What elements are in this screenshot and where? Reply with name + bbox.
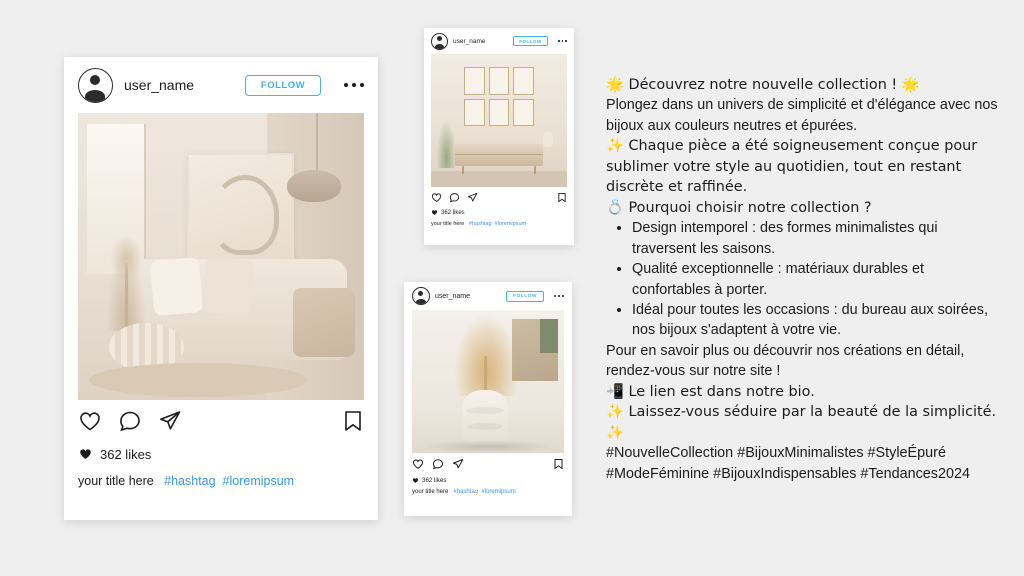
- post-caption: [64, 466, 378, 488]
- comment-icon[interactable]: [118, 409, 142, 433]
- post-image: [412, 310, 564, 453]
- like-icon[interactable]: [431, 192, 442, 203]
- copy-bullet-list: [606, 218, 998, 341]
- follow-button[interactable]: FOLLOW: [513, 36, 548, 46]
- comment-icon[interactable]: [432, 458, 444, 470]
- caption-hashtag-1[interactable]: #hashtag: [453, 489, 479, 495]
- post-actions: [424, 187, 574, 207]
- bookmark-icon[interactable]: [342, 409, 364, 433]
- caption-hashtag-1[interactable]: #hashtag: [164, 474, 216, 488]
- caption-title: your title here: [78, 474, 154, 488]
- copy-intro: Plongez dans un univers de simplicité et d'élégance avec nos bijoux aux couleurs neutres et épurées.: [606, 97, 998, 134]
- likes-count: 362 likes: [441, 209, 465, 216]
- list-item: • Idéal pour toutes les occasions : du bureau aux soirées, nos bijoux s'adaptent à votre vie.: [632, 300, 998, 341]
- comment-icon[interactable]: [449, 192, 460, 203]
- post-header: [64, 57, 378, 113]
- post-actions: [404, 453, 572, 474]
- bookmark-icon[interactable]: [553, 458, 564, 470]
- share-icon[interactable]: [467, 192, 478, 203]
- more-options-icon[interactable]: [558, 38, 567, 44]
- instagram-post-card-top: [424, 28, 574, 245]
- list-item: • Design intemporel : des formes minimalistes qui traversent les saisons.: [632, 218, 998, 259]
- copy-bio-link: 📲 Le lien est dans notre bio.: [606, 383, 815, 400]
- marketing-copy-panel: [606, 75, 998, 484]
- instagram-post-card-large: [64, 57, 378, 520]
- caption-title: your title here: [431, 221, 465, 227]
- likes-count: 362 likes: [422, 476, 447, 484]
- username-label[interactable]: user_name: [124, 77, 195, 93]
- copy-more-info: Pour en savoir plus ou découvrir nos créations en détail, rendez-vous sur notre site !: [606, 342, 965, 380]
- post-header: [404, 282, 572, 310]
- copy-closing: ✨ Laissez-vous séduire par la beauté de la simplicité. ✨: [606, 404, 997, 441]
- share-icon[interactable]: [158, 409, 182, 433]
- post-image: [431, 54, 567, 187]
- likes-row: [424, 207, 574, 218]
- list-item: • Qualité exceptionnelle : matériaux durables et confortables à porter.: [632, 259, 998, 300]
- username-label[interactable]: user_name: [453, 37, 486, 45]
- share-icon[interactable]: [452, 458, 464, 470]
- heart-filled-icon: [78, 447, 93, 461]
- likes-row: [64, 442, 378, 466]
- copy-quality: ✨ Chaque pièce a été soigneusement conçue pour sublimer votre style au quotidien, tout en restant discrète et raffinée.: [606, 138, 978, 196]
- avatar[interactable]: [412, 287, 430, 305]
- bookmark-icon[interactable]: [557, 192, 567, 203]
- more-options-icon[interactable]: [554, 293, 564, 299]
- like-icon[interactable]: [412, 458, 424, 470]
- copy-headline: 🌟 Découvrez notre nouvelle collection ! 🌟: [606, 77, 920, 93]
- likes-count: 362 likes: [100, 446, 152, 462]
- copy-hashtags-line-1: #NouvelleCollection #BijouxMinimalistes #StyleÉpuré: [606, 445, 946, 462]
- copy-why: 💍 Pourquoi choisir notre collection ?: [606, 199, 872, 216]
- caption-hashtag-2[interactable]: #loremipsum: [494, 221, 527, 227]
- likes-row: [404, 474, 572, 486]
- post-header: [424, 28, 574, 54]
- post-caption: [424, 218, 574, 227]
- avatar[interactable]: [78, 68, 113, 103]
- post-image: [78, 113, 364, 400]
- caption-hashtag-2[interactable]: #loremipsum: [222, 474, 295, 488]
- more-options-icon[interactable]: [344, 79, 364, 91]
- caption-title: your title here: [412, 489, 449, 495]
- caption-hashtag-2[interactable]: #loremipsum: [481, 489, 516, 495]
- avatar[interactable]: [431, 33, 448, 50]
- heart-filled-icon: [412, 477, 419, 484]
- post-caption: [404, 486, 572, 495]
- follow-button[interactable]: FOLLOW: [506, 291, 544, 302]
- heart-filled-icon: [431, 209, 438, 216]
- copy-hashtags-line-2: #ModeFéminine #BijouxIndispensables #Tendances2024: [606, 465, 971, 482]
- caption-hashtag-1[interactable]: #hashtag: [468, 221, 492, 227]
- instagram-post-card-bottom: [404, 282, 572, 516]
- post-actions: [64, 400, 378, 442]
- like-icon[interactable]: [78, 409, 102, 433]
- follow-button[interactable]: FOLLOW: [245, 75, 321, 96]
- username-label[interactable]: user_name: [435, 292, 471, 300]
